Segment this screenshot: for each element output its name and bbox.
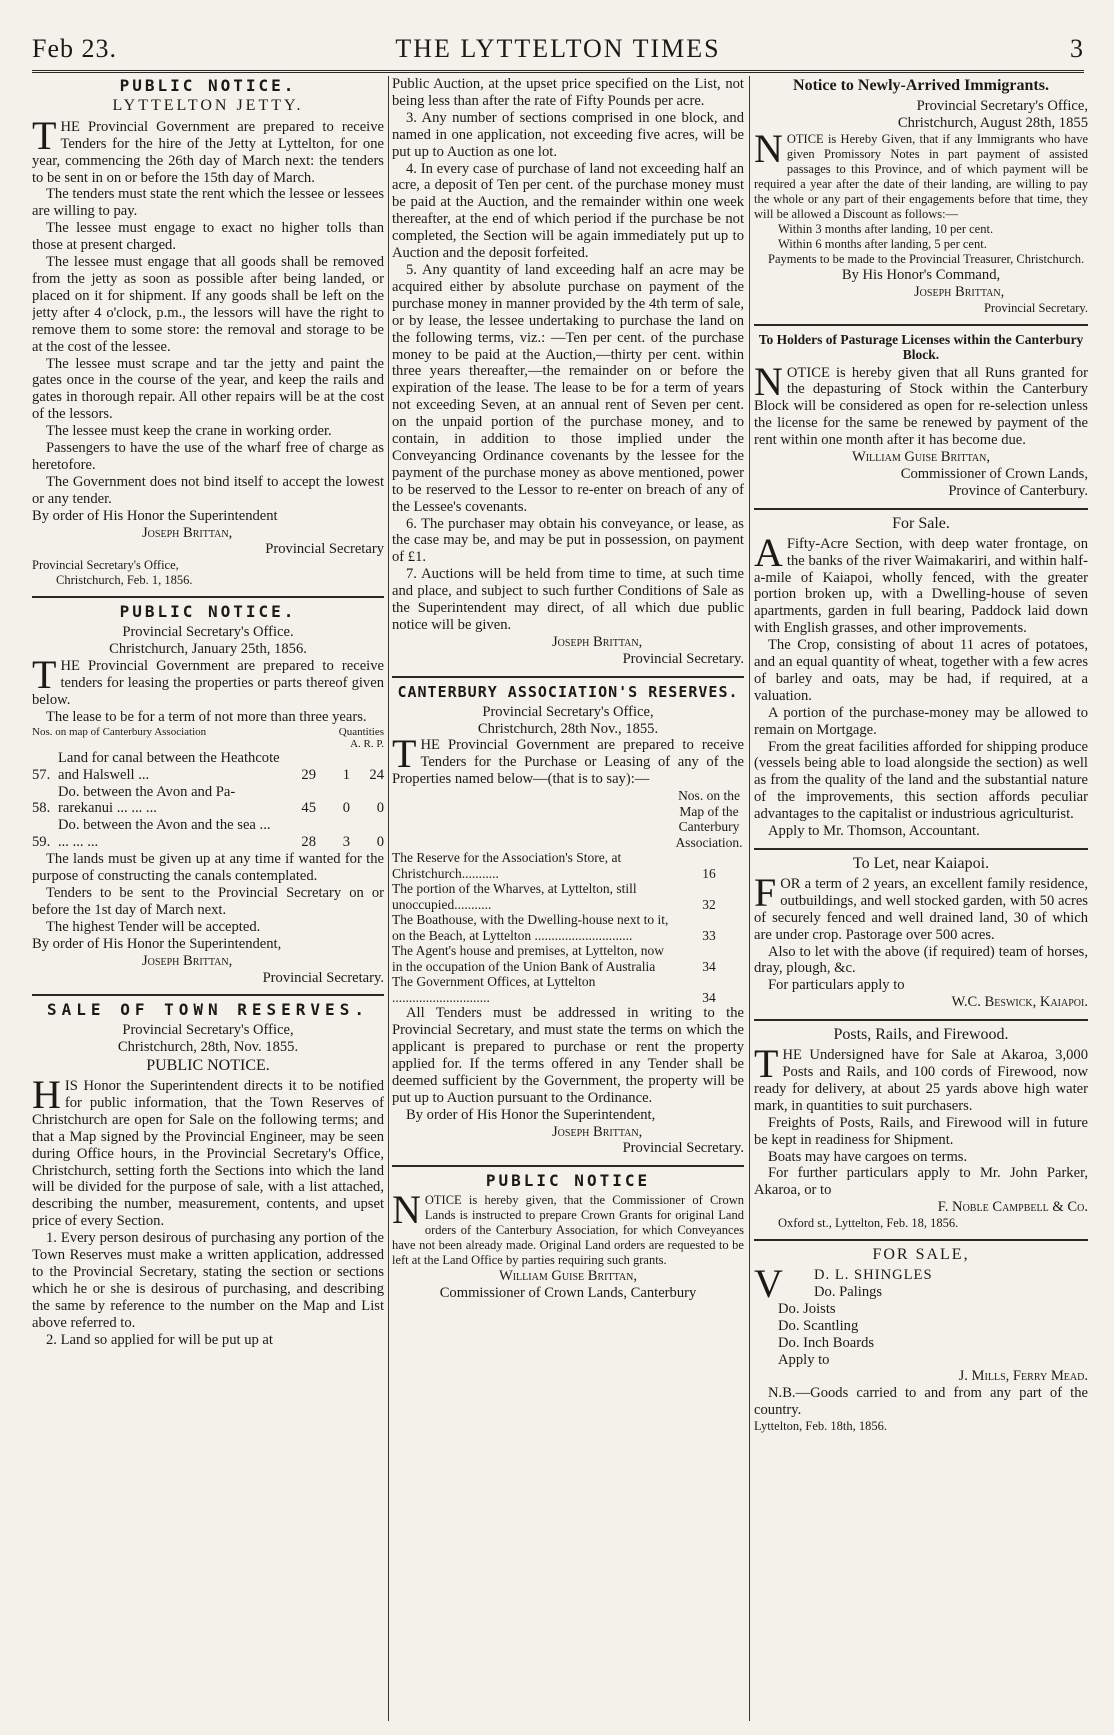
- notice-separator: [754, 1239, 1088, 1241]
- notice-crown-grants: [392, 1173, 744, 1302]
- drop-cap: T: [754, 1041, 779, 1087]
- notice-separator: [754, 848, 1088, 850]
- drop-cap: H: [32, 1072, 61, 1118]
- notice-paragraph: THE Undersigned have for Sale at Akaroa, 3,000 Posts and Rails, and 100 cords of Firewood, now ready for delivery, at about 25 yards above high water mark, in quantities to suit purchasers.: [754, 1041, 1088, 1114]
- signature-name: Joseph Brittan,: [142, 524, 233, 541]
- column-1: [32, 76, 384, 1725]
- notice-heading: SALE OF TOWN RESERVES.: [47, 1000, 369, 1020]
- place-date: Christchurch, August 28th, 1855: [897, 114, 1088, 131]
- table-row: The Reserve for the Association's Store, at Christchurch........... 16: [392, 850, 716, 881]
- notice-paragraph: 3. Any number of sections comprised in one block, and named in one application, not exceeding five acres, will be put up to Auction as one lot.: [392, 109, 744, 160]
- signature-name: W.C. Beswick, Kaiapoi.: [951, 994, 1088, 1011]
- notice-paragraph: The lessee must scrape and tar the jetty and paint the gates once in the course of the year, and keep the rails and gates in thorough repair. All other repairs will be at the cost of the lessors.: [32, 355, 384, 423]
- reserves-table: [392, 788, 744, 1005]
- notice-paragraph: A Fifty-Acre Section, with deep water frontage, on the banks of the river Waimakariri, and within half-a-mile of Kaiapoi, wholly fenced, with the greater portion broken up, with a Dwelling-house of seven apartments, garden in full bearing, Paddock laid down with English grasses, and other improvements.: [754, 529, 1088, 637]
- notice-paragraph: The lessee must engage to exact no higher tolls than those at present charged.: [32, 220, 384, 254]
- notice-paragraph: The Crop, consisting of about 11 acres of potatoes, and an equal quantity of wheat, together with a few acres of barley and oats, may be had, if required, at a valuation.: [754, 637, 1088, 704]
- notice-paragraph: HIS Honor the Superintendent directs it to be notified for public information, that the Town Reserves of Christchurch are open for Sale on the following terms; and that a Map signed by the Provincial Engineer, may be seen during Office hours, in the Provincial Secretary's Office, Christchurch, setting forth the Sections into which the land will be divided for the purpose of sale, with a list attached, describing the number, measurement, contents, and upset price of every Section.: [32, 1072, 384, 1230]
- notice-subheading: LYTTELTON JETTY.: [112, 96, 304, 114]
- column-3: [754, 76, 1088, 1725]
- column-divider: [388, 76, 389, 1721]
- notice-paragraph: Also to let with the above (if required) team of horses, dray, plough, &c.: [754, 943, 1088, 977]
- drop-cap: N: [754, 125, 783, 171]
- table-header: Quantities: [338, 725, 384, 738]
- notice-paragraph: Freights of Posts, Rails, and Firewood will in future be kept in readiness for Shipment.: [754, 1114, 1088, 1148]
- table-row: 57. Land for canal between the Heathcote and Halswell ... 29 1 24: [32, 749, 384, 783]
- notice-paragraph: FOR a term of 2 years, an excellent family residence, outbuildings, and well stocked garden, with 50 acres of securely fenced and well drained land, 30 of which are under crop. Pastorage over 500 acres.: [754, 869, 1088, 943]
- notice-town-reserves-continued: [392, 76, 744, 668]
- notice-heading: To Let, near Kaiapoi.: [852, 855, 990, 872]
- signature-title: Provincial Secretary.: [262, 969, 384, 986]
- place-date: Christchurch, 28th, Nov. 1855.: [117, 1039, 299, 1056]
- table-header: Nos. on the Map of the Canterbury Association.: [675, 788, 743, 850]
- notice-canal-lands: [32, 604, 384, 986]
- notice-shingles: [754, 1247, 1088, 1434]
- masthead: [32, 34, 1084, 66]
- notice-subheading: PUBLIC NOTICE.: [146, 1057, 270, 1075]
- office-line: Provincial Secretary's Office,: [916, 97, 1088, 114]
- office-line: Provincial Secretary's Office.: [122, 624, 294, 641]
- drop-cap: A: [754, 529, 783, 575]
- table-row: The portion of the Wharves, at Lyttelton, still unoccupied........... 32: [392, 881, 716, 912]
- notice-pasturage: [754, 332, 1088, 500]
- notice-paragraph: Apply to Mr. Thomson, Accountant.: [768, 823, 980, 840]
- notice-town-reserves: [32, 1002, 384, 1348]
- drop-cap: T: [32, 112, 57, 158]
- notice-separator: [754, 508, 1088, 510]
- place-date: Christchurch, January 25th, 1856.: [109, 641, 307, 658]
- notice-paragraph: 5. Any quantity of land exceeding half an acre may be acquired either by absolute purchase on payment of the purchase money in manner provided by the 4th term of sale, or by lease, the lessee undertaking to purchase the land on the following terms, viz.: —Ten per cent. of the purchase money to be paid at the Auction,—thirty per cent. within three years thereafter,—the remainder on or before the expiration of the lease. The lease to be for a term of years not exceeding Seven, at an annual rent of Seven per cent. on the unpaid portion of the purchase money, and to contain, in addition to those implied under the Conveyancing Ordinance covenants by the lessee for the payment of the purchase money as above mentioned, power to be reserved to the Lessor to re-enter on breach of any of the Lessee's covenants.: [392, 261, 744, 515]
- notice-heading: To Holders of Pasturage Licenses within the Canterbury Block.: [758, 331, 1084, 362]
- notice-paragraph: The lands must be given up at any time if wanted for the purpose of constructing the canals contemplated.: [32, 851, 384, 885]
- notice-paragraph: NOTICE is Hereby Given, that if any Immigrants who have given Promissory Notes in part payment of assisted passages to this Province, and of which payment will be required a year after the date of their landing, are willing to pay the whole or any part of their engagements before that time, they will be allowed a Discount as follows:—: [754, 125, 1088, 221]
- signature-name: Joseph Brittan,: [552, 1123, 643, 1140]
- notice-association-reserves: [392, 684, 744, 1158]
- notice-posts-rails: [754, 1027, 1088, 1231]
- notice-paragraph: The highest Tender will be accepted.: [46, 918, 261, 935]
- place-date: Christchurch, Feb. 1, 1856.: [56, 573, 193, 588]
- newspaper-title: THE LYTTELTON TIMES: [395, 34, 721, 63]
- discount-line: Within 6 months after landing, 5 per cent.: [778, 236, 987, 251]
- notice-heading: Posts, Rails, and Firewood.: [833, 1026, 1009, 1044]
- notice-paragraph: From the great facilities afforded for shipping produce (vessels being able to load alongside the section) as well as from the quality of the land and the substantial nature of the improvements, this section affords peculiar advantages to the capitalist or industrious agriculturist.: [754, 738, 1088, 823]
- notice-paragraph: NOTICE is hereby given, that the Commissioner of Crown Lands is instructed to prepare Crown Grants for original Land orders of the Canterbury Association, for which Conveyances have not been already made. Original Land orders are requested to be left at the Land Office by parties requiring such grants.: [392, 1187, 744, 1268]
- notice-paragraph: Passengers to have the use of the wharf free of charge as heretofore.: [32, 440, 384, 473]
- notice-paragraph: For particulars apply to: [768, 977, 905, 994]
- signature-name: William Guise Brittan,: [498, 1268, 638, 1285]
- notice-paragraph: Public Auction, at the upset price specified on the List, not being less than after the rate of Fifty Pounds per acre.: [392, 76, 744, 109]
- order-line: By order of His Honor the Superintendent,: [32, 935, 282, 952]
- drop-cap: T: [32, 652, 57, 698]
- signature-name: F. Noble Campbell & Co.: [937, 1199, 1088, 1216]
- place-date: Christchurch, 28th Nov., 1855.: [477, 720, 659, 737]
- date-line: Lyttelton, Feb. 18th, 1856.: [754, 1419, 887, 1434]
- signature-name: Joseph Brittan,: [552, 633, 643, 650]
- table-header: Nos. on map of Canterbury Association: [32, 725, 207, 738]
- drop-cap: N: [392, 1187, 421, 1233]
- order-line: By order of His Honor the Superintendent: [32, 507, 278, 524]
- notice-heading: CANTERBURY ASSOCIATION'S RESERVES.: [397, 682, 739, 701]
- item-line: Apply to: [778, 1351, 830, 1368]
- table-row: The Government Offices, at Lyttelton ............................. 34: [392, 974, 716, 1005]
- notice-paragraph: For further particulars apply to Mr. John Parker, Akaroa, or to: [754, 1165, 1088, 1199]
- notice-heading: PUBLIC NOTICE.: [119, 76, 297, 95]
- item-line: Do. Scantling: [778, 1317, 859, 1334]
- notice-separator: [754, 1019, 1088, 1021]
- notice-paragraph: All Tenders must be addressed in writing to the Provincial Secretary, and must state the terms on which the applicant is prepared to purchase or rent the property applied for. If the terms offered in any Tender shall be deemed sufficient by the Government, the property will be put up to Auction pursuant to the Ordinance.: [392, 1005, 744, 1106]
- notice-paragraph: Payments to be made to the Provincial Treasurer, Christchurch.: [768, 251, 1085, 266]
- notice-separator: [32, 596, 384, 598]
- notice-separator: [392, 676, 744, 678]
- address-line: Oxford st., Lyttelton, Feb. 18, 1856.: [778, 1216, 959, 1231]
- notice-paragraph: By order of His Honor the Superintendent,: [406, 1106, 656, 1123]
- notice-paragraph: [754, 1261, 1088, 1307]
- signature-place: Province of Canterbury.: [948, 482, 1088, 499]
- notice-paragraph: THE Provincial Government are prepared to receive tenders for leasing the properties or parts thereof given below.: [32, 652, 384, 708]
- drop-cap: V: [754, 1261, 783, 1307]
- discount-line: Within 3 months after landing, 10 per cent.: [778, 221, 994, 236]
- signature-name: Joseph Brittan,: [914, 283, 1005, 300]
- notice-for-sale-section: [754, 516, 1088, 840]
- item-line: Do. Joists: [778, 1300, 836, 1317]
- notice-heading: Notice to Newly-Arrived Immigrants.: [793, 77, 1049, 94]
- signature-name: J. Mills, Ferry Mead.: [958, 1368, 1088, 1385]
- signature-name: William Guise Brittan,: [851, 449, 991, 466]
- notice-heading: PUBLIC NOTICE.: [119, 602, 297, 622]
- office-line: Provincial Secretary's Office,: [32, 558, 179, 573]
- notice-heading: For Sale.: [892, 514, 950, 532]
- column-2: [392, 76, 744, 1725]
- column-divider: [749, 76, 750, 1721]
- signature-name: Joseph Brittan,: [142, 952, 233, 969]
- notice-lyttelton-jetty: [32, 78, 384, 588]
- item-line: D. L. SHINGLES: [814, 1267, 933, 1284]
- signature-title: Provincial Secretary: [265, 541, 384, 558]
- notice-paragraph: The lessee must keep the crane in working order.: [46, 423, 332, 440]
- notice-paragraph: A portion of the purchase-money may be allowed to remain on Mortgage.: [754, 704, 1088, 738]
- notice-paragraph: THE Provincial Government are prepared to receive Tenders for the hire of the Jetty at Lyttelton, for one year, commencing the 26th day of March next: the tenders to be sent in on or before the 15th day of March.: [32, 112, 384, 186]
- notice-paragraph: The Government does not bind itself to accept the lowest or any tender.: [32, 473, 384, 507]
- notice-paragraph: The tenders must state the rent which the lessee or lessees are willing to pay.: [32, 186, 384, 220]
- table-row: The Boathouse, with the Dwelling-house next to it, on the Beach, at Lyttelton ............................. 33: [392, 912, 716, 943]
- table-row: The Agent's house and premises, at Lyttelton, now in the occupation of the Union Bank of Australia 34: [392, 943, 716, 974]
- notice-paragraph: N.B.—Goods carried to and from any part of the country.: [754, 1385, 1088, 1419]
- signature-title: Provincial Secretary.: [622, 650, 744, 667]
- item-line: Do. Inch Boards: [778, 1334, 875, 1351]
- notice-paragraph: 2. Land so applied for will be put up at: [46, 1331, 273, 1348]
- notice-paragraph: The lessee must engage that all goods shall be removed from the jetty as soon as possible after being landed, or placed on it for shipment. If any goods shall be left on the jetty after 4 o'clock, p.m., the lessors will have the right to remove them to some store: the removal and storage to be at the cost of the lessee.: [32, 254, 384, 355]
- signature-title: Provincial Secretary.: [983, 300, 1088, 315]
- notice-paragraph: 6. The purchaser may obtain his conveyance, or lease, as the case may be, and may be put in possession, on payment of £1.: [392, 515, 744, 566]
- notice-heading: FOR SALE,: [872, 1246, 970, 1264]
- table-row: 58. Do. between the Avon and Pa-rarekanui ... ... ... 45 0 0: [32, 783, 384, 817]
- notice-separator: [392, 1165, 744, 1167]
- notice-immigrants: [754, 78, 1088, 316]
- signature-title: Provincial Secretary.: [622, 1140, 744, 1157]
- order-line: By His Honor's Command,: [841, 266, 1001, 283]
- notice-paragraph: The lease to be for a term of not more than three years.: [46, 708, 367, 725]
- notice-paragraph: Tenders to be sent to the Provincial Secretary on or before the 1st day of March next.: [32, 884, 384, 918]
- issue-date: Feb 23.: [32, 34, 117, 63]
- masthead-rule: [32, 70, 1084, 73]
- notice-paragraph: 7. Auctions will be held from time to time, at such time and place, and subject to such further Conditions of Sale as the Superintendent may direct, of all which due public notice will be given.: [392, 566, 744, 633]
- notice-paragraph: Boats may have cargoes on terms.: [768, 1148, 968, 1165]
- notice-paragraph: 1. Every person desirous of purchasing any portion of the Town Reserves must make a written application, addressed to the Provincial Secretary, stating the section or sections which he or she is desirous of purchasing, and describing the same by reference to the number on the Map and List above referred to.: [32, 1230, 384, 1331]
- notice-separator: [32, 994, 384, 996]
- notice-separator: [754, 324, 1088, 326]
- notice-paragraph: THE Provincial Government are prepared to receive Tenders for the Purchase or Leasing of any of the Properties named below—(that is to say):—: [392, 731, 744, 788]
- signature-title: Commissioner of Crown Lands,: [900, 465, 1088, 482]
- office-line: Provincial Secretary's Office,: [482, 703, 654, 720]
- item-line: Do. Palings: [814, 1283, 883, 1300]
- table-header: A. R. P.: [350, 737, 384, 750]
- notice-paragraph: NOTICE is hereby given that all Runs granted for the depasturing of Stock within the Canterbury Block will be considered as open for re-selection unless the license for the same be renewed by payment of the rent within one month after it has become due.: [754, 358, 1088, 449]
- office-line: Provincial Secretary's Office,: [122, 1022, 294, 1039]
- notice-to-let: [754, 856, 1088, 1011]
- table-row: 59. Do. between the Avon and the sea ... ... ... ... 28 3 0: [32, 817, 384, 851]
- property-table: [32, 726, 384, 851]
- notice-heading: PUBLIC NOTICE: [485, 1171, 651, 1191]
- drop-cap: F: [754, 869, 777, 915]
- notice-paragraph: 4. In every case of purchase of land not exceeding half an acre, a deposit of Ten per cent. of the purchase money must be paid at the Auction, and the remainder within one week thereafter, at the end of which period if the purchase be not completed, the Section will be again immediately put up to Auction and the deposit forfeited.: [392, 160, 744, 262]
- drop-cap: T: [392, 731, 417, 777]
- signature-title: Commissioner of Crown Lands, Canterbury: [439, 1285, 697, 1302]
- drop-cap: N: [754, 358, 783, 404]
- page-number: 3: [1070, 34, 1084, 63]
